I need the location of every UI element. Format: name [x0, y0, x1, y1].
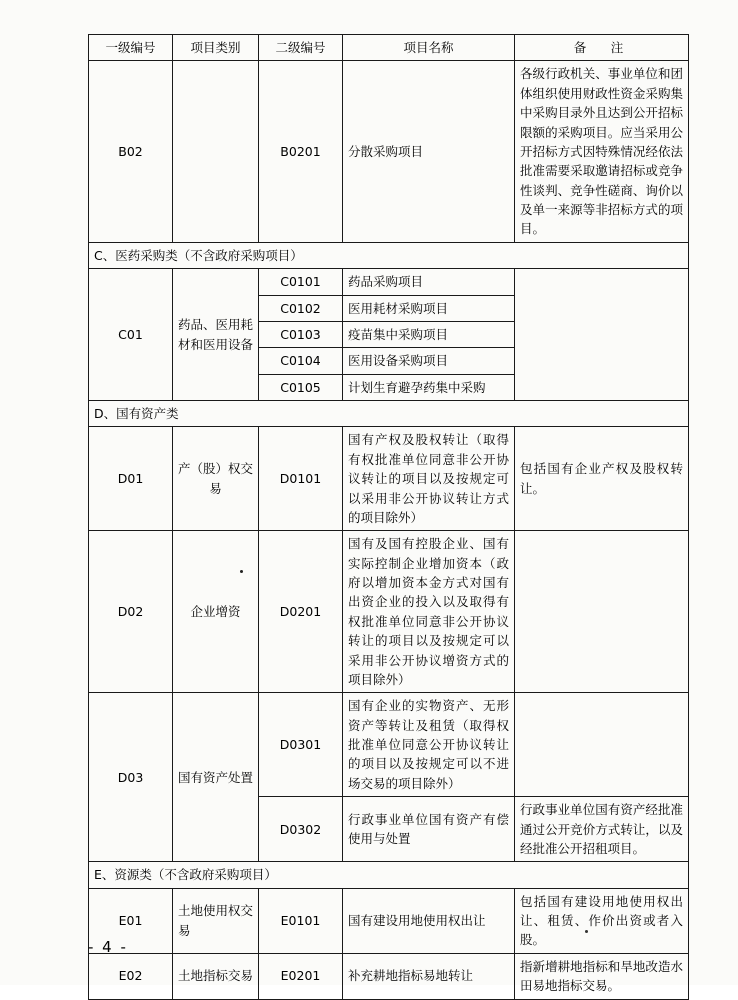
cell-remark: 包括国有企业产权及股权转让。 — [515, 427, 689, 531]
cell-name: 国有建设用地使用权出让 — [343, 888, 515, 953]
section-title: E、资源类（不含政府采购项目） — [89, 862, 689, 888]
cell-level2: D0301 — [259, 693, 343, 797]
scan-artifact-dot — [240, 570, 243, 573]
section-row — [89, 862, 689, 888]
cell-level1: B02 — [89, 61, 173, 242]
cell-category: 国有资产处置 — [173, 693, 259, 862]
cell-level1: C01 — [89, 269, 173, 401]
cell-remark: 各级行政机关、事业单位和团体组织使用财政性资金采购集中采购目录外且达到公开招标限额的采购项目。应当采用公开招标方式因特殊情况经依法批准需要采取邀请招标或竞争性谈判、竞争性磋商、询价以及单一来源等非招标方式的项目。 — [515, 61, 689, 242]
cell-level2: C0104 — [259, 348, 343, 374]
cell-level2: C0102 — [259, 295, 343, 321]
table-row — [89, 888, 689, 953]
cell-level2: E0101 — [259, 888, 343, 953]
table-row — [89, 427, 689, 531]
header-name: 项目名称 — [343, 35, 515, 61]
cell-remark: 指新增耕地指标和旱地改造水田易地指标交易。 — [515, 953, 689, 999]
header-remark: 备 注 — [515, 35, 689, 61]
cell-level2: C0105 — [259, 374, 343, 400]
cell-name: 疫苗集中采购项目 — [343, 321, 515, 347]
cell-name: 医用耗材采购项目 — [343, 295, 515, 321]
cell-name: 计划生育避孕药集中采购 — [343, 374, 515, 400]
section-row — [89, 242, 689, 268]
table-row — [89, 693, 689, 797]
cell-category: 土地使用权交易 — [173, 888, 259, 953]
section-row — [89, 401, 689, 427]
cell-name: 医用设备采购项目 — [343, 348, 515, 374]
cell-name: 药品采购项目 — [343, 269, 515, 295]
table-header-row — [89, 35, 689, 61]
catalog-table — [88, 34, 689, 1000]
cell-remark: 行政事业单位国有资产经批准通过公开竞价方式转让，以及经批准公开招租项目。 — [515, 797, 689, 862]
table-row — [89, 531, 689, 693]
table-row — [89, 269, 689, 295]
cell-level2: D0302 — [259, 797, 343, 862]
cell-category: 土地指标交易 — [173, 953, 259, 999]
cell-level1: D03 — [89, 693, 173, 862]
cell-name: 补充耕地指标易地转让 — [343, 953, 515, 999]
cell-level2: B0201 — [259, 61, 343, 242]
catalog-table-wrapper — [88, 34, 688, 1000]
cell-name: 国有产权及股权转让（取得有权批准单位同意非公开协议转让的项目以及按规定可以采用非公开协议转让方式的项目除外） — [343, 427, 515, 531]
table-row — [89, 953, 689, 999]
cell-level1: D01 — [89, 427, 173, 531]
cell-remark — [515, 269, 689, 401]
scan-artifact-dot — [585, 930, 588, 933]
cell-level1: D02 — [89, 531, 173, 693]
cell-level2: D0101 — [259, 427, 343, 531]
cell-category — [173, 61, 259, 242]
cell-remark: 包括国有建设用地使用权出让、租赁、作价出资或者入股。 — [515, 888, 689, 953]
header-category: 项目类别 — [173, 35, 259, 61]
cell-level1: E02 — [89, 953, 173, 999]
cell-level2: C0103 — [259, 321, 343, 347]
cell-level2: D0201 — [259, 531, 343, 693]
page-number: - 4 - — [88, 938, 128, 956]
section-title: D、国有资产类 — [89, 401, 689, 427]
table-row — [89, 61, 689, 242]
cell-remark — [515, 531, 689, 693]
cell-name: 国有企业的实物资产、无形资产等转让及租赁（取得权批准单位同意公开协议转让的项目以及按规定可以不进场交易的项目除外） — [343, 693, 515, 797]
section-title: C、医药采购类（不含政府采购项目） — [89, 242, 689, 268]
cell-level2: C0101 — [259, 269, 343, 295]
cell-name: 分散采购项目 — [343, 61, 515, 242]
cell-name: 行政事业单位国有资产有偿使用与处置 — [343, 797, 515, 862]
cell-level2: E0201 — [259, 953, 343, 999]
cell-category: 药品、医用耗材和医用设备 — [173, 269, 259, 401]
header-level2: 二级编号 — [259, 35, 343, 61]
cell-category: 产（股）权交易 — [173, 427, 259, 531]
header-level1: 一级编号 — [89, 35, 173, 61]
cell-category: 企业增资 — [173, 531, 259, 693]
cell-name: 国有及国有控股企业、国有实际控制企业增加资本（政府以增加资本金方式对国有出资企业的投入以及取得有权批准单位同意非公开协议转让的项目以及按规定可以采用非公开协议增资方式的项目除外） — [343, 531, 515, 693]
cell-level1: E01 — [89, 888, 173, 953]
cell-remark — [515, 693, 689, 797]
